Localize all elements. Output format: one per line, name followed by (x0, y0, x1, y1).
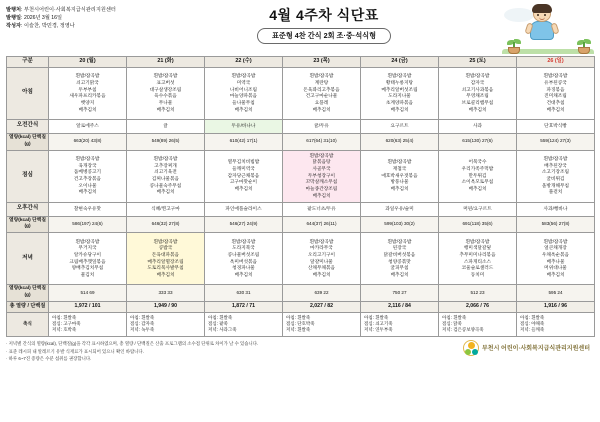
day-dow: (화) (164, 58, 174, 65)
center-logo-icon (463, 340, 479, 356)
table-cell: 599(103) 30(2) (361, 216, 439, 233)
page-title: 4월 4주차 식단표 (269, 7, 379, 23)
header-cell-day-4 (361, 57, 439, 68)
table-row (7, 67, 595, 119)
table-cell: 단호박식빵 (517, 119, 595, 133)
table-cell: 644(37) 26(11) (283, 216, 361, 233)
table-header-row (7, 57, 595, 68)
table-cell: 546(27) 24(9) (205, 216, 283, 233)
table-cell: 1,916 / 96 (517, 301, 595, 312)
table-cell: 639 22 (283, 285, 361, 302)
table-cell: 귤 (127, 119, 205, 133)
row-label: 오전간식 (7, 119, 49, 133)
table-cell: 흰밥/잡곡밥 도라지북국 콩나물버섯조림 옥미버섯볶음 청경파나물 배추김치 (205, 233, 283, 285)
table-cell: 630 31 (205, 285, 283, 302)
table-cell: 요구르트 (361, 119, 439, 133)
header-cell-day-1 (127, 57, 205, 68)
page-header (6, 4, 594, 56)
table-cell: 아침: 흰쌀죽 점심: 감자죽 저녁: 녹두죽 (127, 312, 205, 336)
table-cell: 흰밥/잡곡밥 배추된장국 소고기장조림 굴비튀김 올방개해무침 풀겉치 (517, 150, 595, 202)
table-cell: 750 27 (361, 285, 439, 302)
table-cell: 아침: 흰쌀죽 점심: 야채죽 저녁: 들깨죽 (517, 312, 595, 336)
header-illustration (502, 4, 594, 54)
table-row (7, 233, 595, 285)
day-date: 20 (79, 58, 86, 65)
table-cell: 흰밥/잡곡밥 마카라무국 오리고기구이 달걀미나물 산채무채볶음 배추김치 (283, 233, 361, 285)
table-cell: 아침: 흰쌀죽 점심: 닭죽 저녁: 검은콩보양곡죽 (439, 312, 517, 336)
table-cell: 흰밥/잡곡밥 계란탕 돈육꽈리고추볶음 건고구마순나물 요플레 배추김치 (283, 67, 361, 119)
table-cell: 흰밥/잡곡밥 고추장찌개 쇠고기육전 김찌나물볶음 콩나물숙주무침 배추김치 (127, 150, 205, 202)
table-cell: 512 23 (439, 285, 517, 302)
table-cell: 흰밥/잡곡밥 미역국 나비어니조림 마늘양파볶음 들나물무침 배추김치 (205, 67, 283, 119)
header-cell-day-2 (205, 57, 283, 68)
day-dow: (월) (86, 58, 96, 65)
page-footer (6, 340, 594, 363)
table-row (7, 312, 595, 336)
table-cell: 팥도너츠/두유 (283, 202, 361, 216)
table-row (7, 216, 595, 233)
table-cell: 파인애플슬라이스 (205, 202, 283, 216)
day-date: 25 (469, 58, 476, 65)
day-dow: (목) (320, 58, 330, 65)
table-cell: 머핀/요구르트 (439, 202, 517, 216)
day-dow: (금) (398, 58, 408, 65)
table-cell: 흰밥/잡곡밥 유부된콩국 파징볶음 진미채조림 건대추침 배추김치 (517, 67, 595, 119)
row-label: 열량(kcal) 단백질(g) (7, 216, 49, 233)
table-cell: 흰밥/잡곡밥 쇠고기맑국 두부부침 새우파프리카볶음 햇양지 배추김치 (49, 67, 127, 119)
organization-name: 부천시 어린이·사회복지급식관리지원센터 (482, 346, 590, 353)
table-row (7, 285, 595, 302)
table-cell: 610(42) 17(1) (205, 133, 283, 150)
table-cell: 흰밥/잡곡밥 황태누룽지탕 메추리알버섯조림 도라지나물 초계양파볶음 배추김치 (361, 67, 439, 119)
title-block (146, 4, 502, 44)
organization-mark (463, 340, 594, 356)
table-cell: 663(20) 43(8) (49, 133, 127, 150)
table-cell: 흰밥/잡곡밥 재첩국 애호박새우젓볶음 방풍나물 배추김치 (361, 150, 439, 202)
table-cell: 2,066 / 76 (439, 301, 517, 312)
header-cell-category: 구분 (7, 57, 49, 68)
table-cell: 흰밥/잡곡밥 표고버섯 대구살생강조림 육수수볶음 무나물 배추김치 (127, 67, 205, 119)
table-cell: 586(197) 24(6) (49, 216, 127, 233)
day-dow: (토) (476, 58, 486, 65)
table-row (7, 133, 595, 150)
table-cell: 두유/바나나 (205, 119, 283, 133)
table-cell: 333 33 (127, 285, 205, 302)
day-dow: (수) (242, 58, 252, 65)
table-cell: 615(130) 27(6) (439, 133, 517, 150)
table-cell: 사과 (439, 119, 517, 133)
table-cell: 찰현숙우유맛 (49, 202, 127, 216)
table-cell: 549(89) 26(5) (127, 133, 205, 150)
table-cell: 아침: 흰쌀죽 점심: 고구마죽 저녁: 호박죽 (49, 312, 127, 336)
meta-row-publisher: 발행처: 부천시어린이·사회복지급식관리지원센터 (6, 7, 116, 13)
day-dow: (일) (554, 58, 564, 65)
row-label: 열량(kcal) 단백질(g) (7, 133, 49, 150)
table-row (7, 119, 595, 133)
row-label: 축식 (7, 312, 49, 336)
sprout-icon (506, 38, 522, 54)
header-cell-day-6 (517, 57, 595, 68)
table-cell: 사과/뻥바나 (517, 202, 595, 216)
meta-value-publisher: 부천시어린이·사회복지급식관리지원센터 (23, 7, 116, 13)
footnote-2: · 하루 6~7진 증량은 수분 섭취를 권장합니다. (6, 356, 92, 362)
table-cell: 1,872 / 71 (205, 301, 283, 312)
menu-table-body (7, 67, 595, 336)
table-cell: 귤/두유 (283, 119, 361, 133)
header-cell-day-3 (283, 57, 361, 68)
table-cell: 646(32) 27(8) (127, 216, 205, 233)
footnotes (6, 340, 258, 363)
row-label: 오후간식 (7, 202, 49, 216)
table-cell: 흰밥/잡곡밥 감자국 쇠고기사과볶음 무영채조림 브로콜리햄무침 배추김치 (439, 67, 517, 119)
table-row (7, 150, 595, 202)
header-cell-day-5 (439, 57, 517, 68)
day-date: 22 (235, 58, 242, 65)
day-date: 23 (313, 58, 320, 65)
day-date: 21 (157, 58, 164, 65)
row-label: 열량(kcal) 단백질(g) (7, 285, 49, 302)
table-cell: 흰밥/잡곡밥 된장국 닭갈비버섯볶음 청양콩볶맛 굴피무침 배추김치 (361, 233, 439, 285)
meta-label-author: 작성자 (6, 23, 22, 30)
child-illustration (528, 6, 556, 40)
table-cell: 흰밥/잡곡밥 얼큰채개장 우채옥순볶음 배추나물 머위대나물 배추김치 (517, 233, 595, 285)
meta-value-author: 이슬찬, 박민경, 정영나 (23, 23, 75, 30)
table-cell: 알로에주스 (49, 119, 127, 133)
table-cell: 흰밥/잡곡밥 무거지국 알카슈당구이 크림배추깻잎볶음 양배추김치무침 물김치 (49, 233, 127, 285)
meta-row-author: 작성자: 이슬찬, 박민경, 정영나 (6, 23, 75, 30)
table-cell: 식혜/찐고구마 (127, 202, 205, 216)
table-cell: 2,116 / 84 (361, 301, 439, 312)
table-cell: 595 24 (517, 285, 595, 302)
day-date: 26 (547, 58, 554, 65)
sprout-icon (576, 38, 592, 54)
meta-row-date: 발행일: 2026년 3월 16일 (6, 15, 63, 22)
table-cell: 흰밥/잡곡밥 행미색달갈덮 추무미미나리볶음 스파게티소스 코울슬로샐러드 동치미 (439, 233, 517, 285)
row-label: 저녁 (7, 233, 49, 285)
meta-label-publisher: 발행처 (6, 7, 22, 13)
row-label: 아침 (7, 67, 49, 119)
meta-value-date: 2026년 3월 16일 (23, 15, 63, 22)
table-cell: 열무김치비빔밥 들깨미역국 감자당근채볶음 고구마맛순이 배추김치 (205, 150, 283, 202)
header-cell-day-0 (49, 57, 127, 68)
table-cell: 617(64) 31(10) (283, 133, 361, 150)
table-cell: 흰밥/잡곡밥 육개장국 돔베병콩고기 건고추장볶음 오이나물 배추김치 (49, 150, 127, 202)
table-cell: 아침: 흰쌀죽 점심: 쇠고기죽 저녁: 연두부죽 (361, 312, 439, 336)
table-cell: 620(63) 25(4) (361, 133, 439, 150)
table-cell: 514 69 (49, 285, 127, 302)
page-subtitle: 표준형 4찬 간식 2회 조·중·석식형 (257, 28, 391, 44)
table-cell: 1,972 / 101 (49, 301, 127, 312)
menu-table (6, 56, 595, 337)
table-cell: 1,949 / 90 (127, 301, 205, 312)
day-date: 24 (391, 58, 398, 65)
table-cell: 2,027 / 82 (283, 301, 361, 312)
table-cell: 583(56) 27(8) (517, 216, 595, 233)
table-cell: 559(124) 27(3) (517, 133, 595, 150)
table-cell: 아침: 흰쌀죽 점심: 팥죽 저녁: 사과그죽 (205, 312, 283, 336)
row-label: 총 열량 / 단백질 (7, 301, 49, 312)
table-cell: 흰밥/잡곡밥 콩밥국 돈육대파볶음 매추리알멸장조림 도토리묵사발무침 배추김치 (127, 233, 205, 285)
table-cell: 691(118) 35(6) (439, 216, 517, 233)
table-cell: 과일우유/슬미 (361, 202, 439, 216)
footnote-1: · 표준 레시피 내 알레르기 유발 식재료가 표시되어 있으니 확인 바랍니다. (6, 348, 144, 354)
table-row (7, 301, 595, 312)
publisher-meta (6, 4, 146, 30)
table-cell: 흰밥/잡곡밥 닭볶음탕 사골무국 두부청장구이 꼬막살깨소무침 마늘종간장조림 배추김치 (283, 150, 361, 202)
row-label: 점심 (7, 150, 49, 202)
table-cell: 어묵국수 우리가족주먹밥 만두튀김 소이옥모토무침 배추김치 (439, 150, 517, 202)
meta-label-date: 발행일 (6, 15, 22, 22)
table-cell: 아침: 흰쌀죽 점심: 단호박죽 저녁: 흰쌀죽 (283, 312, 361, 336)
table-row (7, 202, 595, 216)
footnote-0: · 저녁별 간식의 열량(kcal), 단백질(g)을 각각 표시하였으며, 총 열량 / 단백질은 산출 프로그램의 소수점 단위로 차이가 날 수 있습니다. (6, 340, 259, 346)
